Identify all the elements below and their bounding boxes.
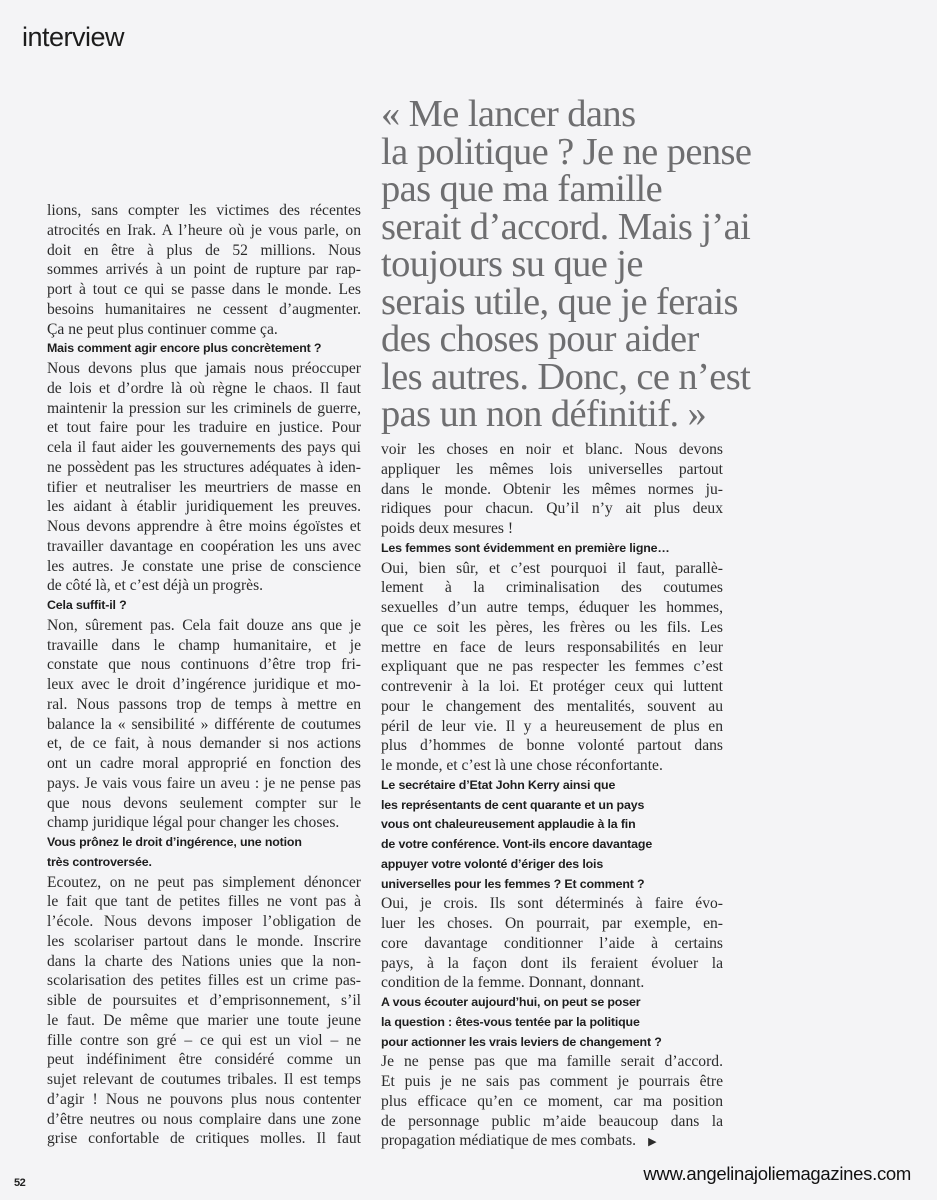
body-line: luer les choses. On pourrait, par exemple, en- [381, 915, 723, 932]
body-line: le fait que tant de petites filles ne vont pas à [47, 893, 361, 911]
body-line: sexuelles d’un autre temps, éduquer les hommes, [381, 599, 723, 616]
body-line [381, 1131, 723, 1153]
section-label: interview [22, 22, 125, 52]
interview-question: Vous prônez le droit d’ingérence, une notion [47, 835, 302, 849]
body-line: pays. Je vais vous faire un aveu : je ne pense pas [47, 774, 361, 792]
body-line: que nous devons seulement compter sur le [47, 794, 361, 812]
interview-question: Mais comment agir encore plus concrètement ? [47, 341, 322, 356]
body-line: et, de ce fait, à nous demander si nos actions [47, 735, 361, 753]
body-line: leux avec le droit d’ingérence juridique et mo- [47, 676, 361, 693]
body-line: les autres. Je constate une prise de conscience [47, 557, 361, 575]
interview-question: Cela suffit-il ? [47, 598, 127, 612]
body-line: voir les choses en noir et blanc. Nous devons [381, 441, 723, 458]
body-line: poids deux mesures ! [381, 520, 514, 537]
pull-quote-line: des choses pour aider [381, 318, 699, 360]
pull-quote-line: serais utile, que je ferais [381, 280, 738, 323]
body-line: Oui, je crois. Ils sont déterminés à faire évo- [381, 895, 723, 913]
body-line: besoins humanitaires ne cessent d’augmenter. [47, 300, 361, 318]
body-line: maintenir la pression sur les criminels de guerre, [47, 399, 361, 417]
body-line: constate que nous continuons d’être trop fri- [47, 656, 361, 674]
continue-arrow-icon: ▶ [648, 1136, 657, 1149]
body-line: de côté là, et c’est déjà un progrès. [47, 577, 264, 595]
body-line: Et puis je ne sais pas comment je pourrais être [381, 1073, 723, 1090]
body-line: fille contre son gré – ce qui est un viol – ne [47, 1031, 361, 1049]
interview-question: de votre conférence. Vont-ils encore davantage [381, 837, 653, 851]
page-number: 52 [14, 1177, 26, 1189]
pull-quote-line: la politique ? Je ne pense [381, 130, 752, 173]
body-line: sommes arrivés à un point de rupture par rap- [47, 261, 361, 279]
body-line: Nous devons plus que jamais nous préoccuper [47, 360, 361, 377]
pull-quote-line: serait d’accord. Mais j’ai [381, 205, 751, 248]
body-line: sujet relevant de coutumes tribales. Il est temps [47, 1071, 361, 1088]
body-line: pays, à la façon dont ils feraient évoluer la [381, 954, 723, 972]
pull-quote-line: les autres. Donc, ce n’est [381, 355, 751, 398]
body-line: appliquer les mêmes lois universelles partout [381, 460, 723, 478]
body-line: lement à la criminalisation des coutumes [381, 579, 723, 597]
body-line: core davantage conditionner l’aide à certains [381, 934, 723, 952]
body-line: d’agir ! Nous ne pouvons plus nous contenter [47, 1090, 361, 1108]
body-line: contrevenir à la loi. Et protéger ceux qui luttent [381, 678, 723, 695]
interview-question: très controversée. [47, 854, 152, 869]
body-line: et tout faire pour les traduire en justice. Pour [47, 419, 361, 437]
body-line: que ce soit les pères, les frères ou les fils. Les [381, 618, 723, 636]
body-line: plus d’hommes de bonne volonté partout dans [381, 737, 723, 755]
pull-quote-line: pas un non définitif. » [381, 393, 707, 435]
interview-question: A vous écouter aujourd’hui, on peut se poser [381, 995, 641, 1009]
interview-question: universelles pour les femmes ? Et comment ? [381, 876, 645, 891]
body-line: peut indéfiniment être considéré comme un [47, 1051, 361, 1069]
body-line: tifier et neutraliser les meurtriers de masse en [47, 478, 361, 496]
body-line: Nous devons apprendre à être moins égoïstes et [47, 518, 361, 535]
body-line: scolarisation des petites filles est un crime pas- [47, 972, 361, 990]
body-line: le monde, et c’est là une chose réconfortante. [381, 757, 663, 774]
body-line: port à tout ce qui se passe dans le monde. Les [47, 281, 361, 298]
pull-quote-line: « Me lancer dans [381, 93, 636, 135]
body-line: le faut. De même que marier une toute jeune [47, 1011, 361, 1029]
body-line: expliquant que ne pas respecter les femmes c’est [381, 658, 723, 676]
body-line: dans le monde. Obtenir les mêmes normes ju- [381, 480, 723, 498]
body-line: cela il faut aider les gouvernements des pays qui [47, 439, 361, 456]
interview-question: Le secrétaire d’Etat John Kerry ainsi que [381, 777, 616, 792]
body-line: doit en être à plus de 52 millions. Nous [47, 241, 361, 259]
body-line: Oui, bien sûr, et c’est pourquoi il faut, parallè- [381, 559, 723, 577]
body-line: travailler davantage en coopération les uns avec [47, 537, 361, 555]
body-line: Ça ne peut plus continuer comme ça. [47, 320, 278, 338]
body-line: d’être neutres ou nous complaire dans une zone [47, 1110, 361, 1128]
body-line: condition de la femme. Donnant, donnant. [381, 974, 645, 992]
body-line: Ecoutez, on ne peut pas simplement dénoncer [47, 873, 361, 891]
body-line: travaille dans le champ humanitaire, et je [47, 636, 361, 654]
right-column [381, 440, 723, 1153]
body-line: balance la « sensibilité » différente de coutumes [47, 715, 361, 733]
pull-quote-line: pas que ma famille [381, 168, 663, 210]
body-line: champ juridique légal pour changer les choses. [47, 814, 340, 832]
body-line: ne possèdent pas les structures adéquates à iden- [47, 458, 361, 476]
body-line: atrocités en Irak. A l’heure où je vous parle, on [47, 221, 361, 239]
body-line: pour le changement des mentalités, souvent au [381, 697, 723, 715]
interview-question: les représentants de cent quarante et un pays [381, 797, 645, 812]
body-line-text: propagation médiatique de mes combats. [381, 1132, 637, 1150]
body-line: de lois et d’ordre là où règne le chaos. Il faut [47, 379, 361, 397]
body-line: l’école. Nous devons imposer l’obligation de [47, 913, 361, 930]
body-line: de personnage public m’aide beaucoup dans la [381, 1112, 723, 1130]
body-line: lions, sans compter les victimes des récentes [47, 202, 361, 219]
body-line: péril de leur vie. Il y a heureusement de plus en [381, 717, 723, 735]
interview-question: appuyer votre volonté d’ériger des lois [381, 856, 604, 871]
interview-question: vous ont chaleureusement applaudie à la fin [381, 817, 636, 832]
interview-question: la question : êtes-vous tentée par la politique [381, 1014, 640, 1029]
body-line: Je ne pense pas que ma famille serait d’accord. [381, 1053, 723, 1071]
body-line: plus efficace qu’en ce moment, car ma position [381, 1092, 723, 1110]
interview-question: pour actionner les vrais leviers de changement ? [381, 1034, 662, 1049]
body-line: Non, sûrement pas. Cela fait douze ans que je [47, 616, 361, 634]
interview-question: Les femmes sont évidemment en première ligne… [381, 540, 670, 555]
body-line: ridiques pour chacun. Qu’il n’y ait plus deux [381, 500, 723, 518]
body-line: dans la charte des Nations unies que la non- [47, 952, 361, 970]
body-line: ral. Nous passons trop de temps à mettre en [47, 695, 361, 713]
body-line: les scolariser partout dans le monde. Inscrire [47, 932, 361, 950]
left-column [47, 201, 361, 1149]
watermark-url: www.angelinajoliemagazines.com [643, 1163, 911, 1184]
body-line: ont un cadre moral approprié en fonction des [47, 755, 361, 772]
body-line: mettre en face de leurs responsabilités en leur [381, 638, 723, 656]
body-line: les aidant à établir juridiquement les preuves. [47, 498, 361, 516]
body-line: grise confortable de critiques molles. Il faut [47, 1130, 361, 1148]
pull-quote-line: toujours su que je [381, 243, 643, 285]
pull-quote [381, 93, 841, 435]
body-line: sible de poursuites et d’emprisonnement, s’il [47, 992, 361, 1009]
